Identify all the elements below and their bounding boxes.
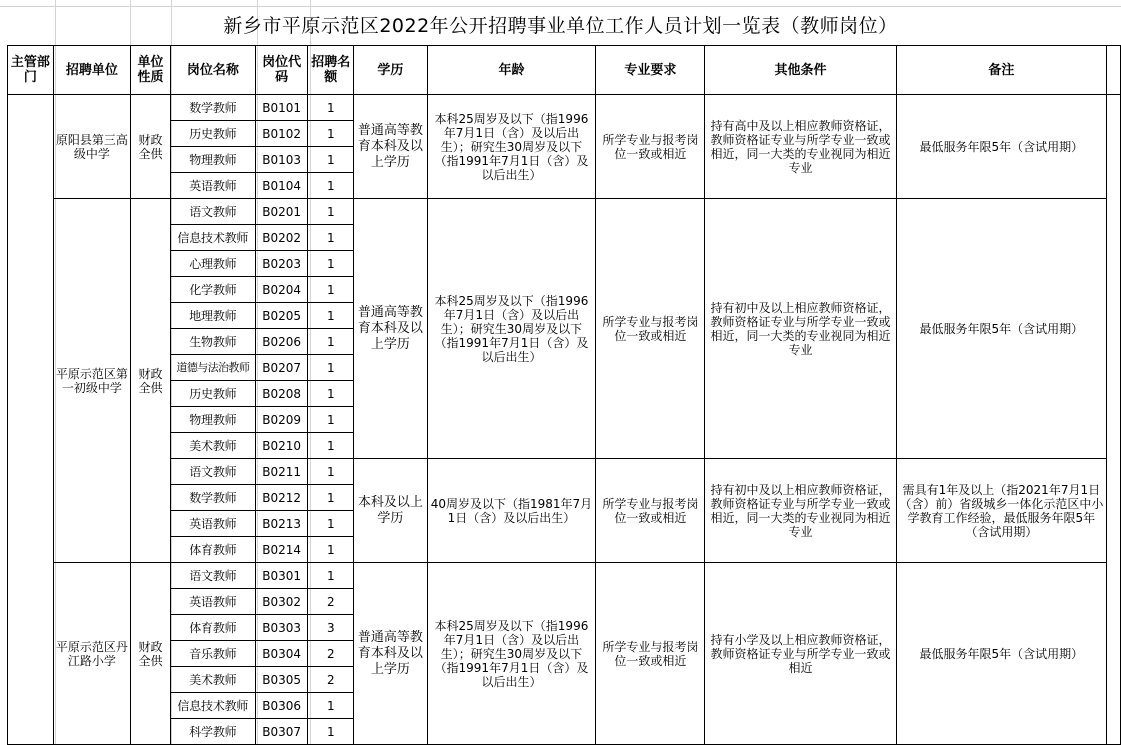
position-cell[interactable]: 科学教师 [170,719,255,745]
position-cell[interactable]: 化学教师 [170,277,255,303]
position-cell[interactable]: 信息技术教师 [170,693,255,719]
count-cell[interactable]: 1 [308,407,354,433]
header-major[interactable]: 专业要求 [596,46,705,95]
header-code[interactable]: 岗位代码 [255,46,308,95]
position-cell[interactable]: 道德与法治教师 [170,355,255,381]
header-dept[interactable]: 主管部门 [8,46,54,95]
position-cell[interactable]: 音乐教师 [170,641,255,667]
count-cell[interactable]: 1 [308,303,354,329]
count-cell[interactable]: 1 [308,693,354,719]
count-cell[interactable]: 2 [308,589,354,615]
position-cell[interactable]: 美术教师 [170,433,255,459]
position-cell[interactable]: 英语教师 [170,173,255,199]
code-cell[interactable]: B0206 [255,329,308,355]
note-cell[interactable]: 最低服务年限5年（含试用期） [896,95,1106,199]
position-cell[interactable]: 历史教师 [170,381,255,407]
position-cell[interactable]: 数学教师 [170,95,255,121]
count-cell[interactable]: 1 [308,563,354,589]
code-cell[interactable]: B0210 [255,433,308,459]
edu-cell[interactable]: 普通高等教育本科及以上学历 [354,563,427,745]
count-cell[interactable]: 1 [308,199,354,225]
count-cell[interactable]: 3 [308,615,354,641]
position-cell[interactable]: 历史教师 [170,121,255,147]
position-cell[interactable]: 语文教师 [170,563,255,589]
header-age[interactable]: 年龄 [427,46,596,95]
header-unit[interactable]: 招聘单位 [53,46,130,95]
header-note[interactable]: 备注 [896,46,1106,95]
code-cell[interactable]: B0307 [255,719,308,745]
position-cell[interactable]: 体育教师 [170,615,255,641]
code-cell[interactable]: B0202 [255,225,308,251]
major-cell[interactable]: 所学专业与报考岗位一致或相近 [596,199,705,459]
count-cell[interactable]: 1 [308,329,354,355]
count-cell[interactable]: 1 [308,511,354,537]
table-row [8,199,1121,225]
header-edu[interactable]: 学历 [354,46,427,95]
code-cell[interactable]: B0304 [255,641,308,667]
count-cell[interactable]: 1 [308,485,354,511]
count-cell[interactable]: 1 [308,147,354,173]
age-cell[interactable]: 本科25周岁及以下（指1996年7月1日（含）及以后出生）；研究生30周岁及以下（指1991年7月1日（含）及以后出生） [427,563,596,745]
position-cell[interactable]: 语文教师 [170,459,255,485]
count-cell[interactable]: 1 [308,251,354,277]
dept-cell[interactable] [8,95,54,745]
recruitment-table [7,45,1121,745]
code-cell[interactable]: B0306 [255,693,308,719]
extra-cell[interactable] [1107,95,1121,745]
table-row [8,563,1121,589]
nature-cell[interactable]: 财政全供 [131,95,171,199]
unit-cell[interactable]: 原阳县第三高级中学 [53,95,130,199]
note-cell[interactable]: 需具有1年及以上（指2021年7月1日（含）前）省级城乡一体化示范区中小学教育工作经验，最低服务年限5年（含试用期） [896,459,1106,563]
unit-cell[interactable]: 平原示范区丹江路小学 [53,563,130,745]
table-row [8,459,1121,485]
code-cell[interactable]: B0207 [255,355,308,381]
code-cell[interactable]: B0104 [255,173,308,199]
code-cell[interactable]: B0211 [255,459,308,485]
count-cell[interactable]: 1 [308,225,354,251]
header-extra[interactable] [1107,46,1121,95]
header-count[interactable]: 招聘名额 [308,46,354,95]
header-position[interactable]: 岗位名称 [170,46,255,95]
table-row [8,95,1121,121]
position-cell[interactable]: 体育教师 [170,537,255,563]
code-cell[interactable]: B0203 [255,251,308,277]
major-cell[interactable]: 所学专业与报考岗位一致或相近 [596,459,705,563]
code-cell[interactable]: B0303 [255,615,308,641]
other-cell[interactable]: 持有小学及以上相应教师资格证，教师资格证专业与所学专业一致或相近 [705,563,896,745]
edu-cell[interactable]: 普通高等教育本科及以上学历 [354,95,427,199]
count-cell[interactable]: 1 [308,459,354,485]
major-cell[interactable]: 所学专业与报考岗位一致或相近 [596,563,705,745]
header-nature[interactable]: 单位性质 [131,46,171,95]
edu-cell[interactable]: 普通高等教育本科及以上学历 [354,199,427,459]
code-cell[interactable]: B0301 [255,563,308,589]
position-cell[interactable]: 英语教师 [170,589,255,615]
column-header-strip [0,0,1121,7]
nature-cell[interactable]: 财政全供 [131,199,171,563]
position-cell[interactable]: 物理教师 [170,147,255,173]
count-cell[interactable]: 1 [308,121,354,147]
count-cell[interactable]: 1 [308,433,354,459]
note-cell[interactable]: 最低服务年限5年（含试用期） [896,563,1106,745]
other-cell[interactable]: 持有初中及以上相应教师资格证，教师资格证专业与所学专业一致或相近，同一大类的专业视同为相近专业 [705,199,896,459]
edu-cell[interactable]: 本科及以上学历 [354,459,427,563]
header-other[interactable]: 其他条件 [705,46,896,95]
count-cell[interactable]: 1 [308,537,354,563]
count-cell[interactable]: 1 [308,277,354,303]
position-cell[interactable]: 语文教师 [170,199,255,225]
code-cell[interactable]: B0205 [255,303,308,329]
age-cell[interactable]: 40周岁及以下（指1981年7月1日（含）及以后出生） [427,459,596,563]
unit-cell[interactable]: 平原示范区第一初级中学 [53,199,130,563]
count-cell[interactable]: 1 [308,355,354,381]
count-cell[interactable]: 1 [308,381,354,407]
code-cell[interactable]: B0209 [255,407,308,433]
position-cell[interactable]: 美术教师 [170,667,255,693]
count-cell[interactable]: 1 [308,719,354,745]
code-cell[interactable]: B0103 [255,147,308,173]
page-title: 新乡市平原示范区2022年公开招聘事业单位工作人员计划一览表（教师岗位） [223,15,898,37]
code-cell[interactable]: B0204 [255,277,308,303]
count-cell[interactable]: 1 [308,95,354,121]
note-cell[interactable]: 最低服务年限5年（含试用期） [896,199,1106,459]
code-cell[interactable]: B0302 [255,589,308,615]
other-cell[interactable]: 持有初中及以上相应教师资格证，教师资格证专业与所学专业一致或相近，同一大类的专业视同为相近专业 [705,459,896,563]
code-cell[interactable]: B0212 [255,485,308,511]
count-cell[interactable]: 2 [308,667,354,693]
count-cell[interactable]: 1 [308,173,354,199]
position-cell[interactable]: 英语教师 [170,511,255,537]
age-cell[interactable]: 本科25周岁及以下（指1996年7月1日（含）及以后出生）；研究生30周岁及以下（指1991年7月1日（含）及以后出生） [427,199,596,459]
position-cell[interactable]: 物理教师 [170,407,255,433]
age-cell[interactable]: 本科25周岁及以下（指1996年7月1日（含）及以后出生）；研究生30周岁及以下（指1991年7月1日（含）及以后出生） [427,95,596,199]
code-cell[interactable]: B0214 [255,537,308,563]
position-cell[interactable]: 生物教师 [170,329,255,355]
header-row [8,46,1121,95]
position-cell[interactable]: 信息技术教师 [170,225,255,251]
position-cell[interactable]: 地理教师 [170,303,255,329]
major-cell[interactable]: 所学专业与报考岗位一致或相近 [596,95,705,199]
other-cell[interactable]: 持有高中及以上相应教师资格证，教师资格证专业与所学专业一致或相近，同一大类的专业视同为相近专业 [705,95,896,199]
code-cell[interactable]: B0208 [255,381,308,407]
count-cell[interactable]: 2 [308,641,354,667]
code-cell[interactable]: B0102 [255,121,308,147]
code-cell[interactable]: B0201 [255,199,308,225]
code-cell[interactable]: B0213 [255,511,308,537]
nature-cell[interactable]: 财政全供 [131,563,171,745]
code-cell[interactable]: B0101 [255,95,308,121]
code-cell[interactable]: B0305 [255,667,308,693]
position-cell[interactable]: 数学教师 [170,485,255,511]
position-cell[interactable]: 心理教师 [170,251,255,277]
